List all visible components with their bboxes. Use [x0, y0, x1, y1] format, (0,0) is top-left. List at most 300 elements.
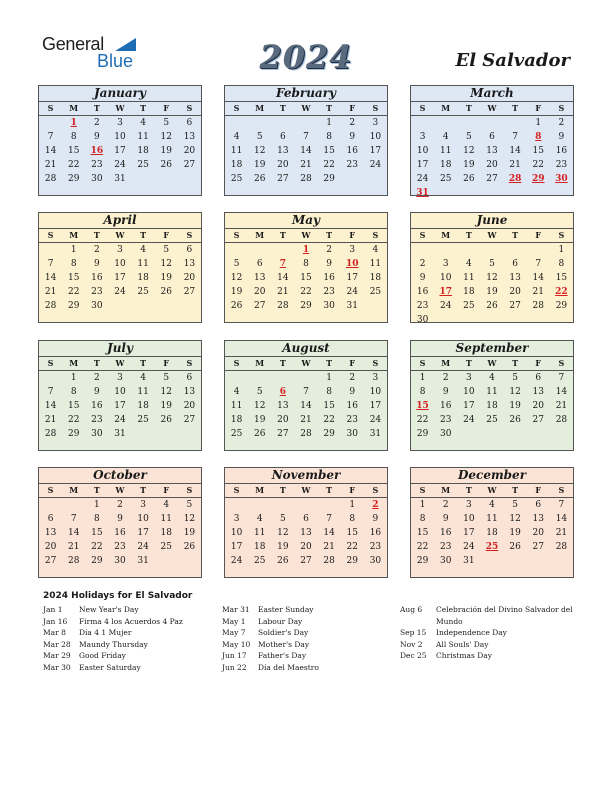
holiday-date: Mar 31: [222, 605, 250, 614]
day-cell: 10: [369, 387, 382, 397]
empty-day-cell: [504, 427, 527, 441]
weekday-label: W: [301, 358, 311, 368]
day-cell: 5: [256, 132, 263, 142]
month-title: September: [411, 341, 573, 357]
day-cell: 27: [44, 556, 57, 566]
day-cell: 24: [463, 542, 475, 552]
empty-day-cell: [225, 371, 248, 385]
day-cell: 3: [372, 118, 379, 128]
day-cell: 20: [277, 415, 289, 425]
logo-word-general: General: [42, 34, 104, 54]
day-cell: 11: [230, 146, 243, 156]
week-row: [225, 399, 387, 413]
holiday-day-cell: 6: [279, 387, 286, 397]
empty-day-cell: [504, 116, 527, 130]
month-title: November: [225, 468, 387, 484]
weekday-label: M: [255, 103, 265, 113]
day-cell: 12: [160, 259, 172, 269]
weekday-header: [225, 484, 387, 498]
week-row: [411, 186, 573, 200]
week-row: [225, 498, 387, 512]
holiday-name: Soldier's Day: [258, 628, 309, 637]
empty-day-cell: [155, 554, 178, 568]
day-cell: 16: [346, 401, 358, 411]
day-cell: 4: [140, 118, 146, 128]
day-cell: 13: [277, 401, 289, 411]
day-cell: 29: [555, 301, 568, 311]
day-cell: 7: [47, 387, 54, 397]
weekday-label: T: [465, 230, 472, 240]
empty-day-cell: [178, 427, 201, 441]
day-cell: 11: [369, 259, 382, 269]
holiday-day-cell: 15: [416, 401, 429, 411]
holiday-name: All Souls' Day: [436, 639, 489, 649]
day-cell: 16: [439, 401, 452, 411]
day-cell: 19: [183, 528, 196, 538]
day-cell: 15: [67, 146, 80, 156]
day-cell: 28: [323, 556, 335, 566]
day-cell: 2: [442, 373, 449, 383]
day-cell: 20: [183, 273, 196, 283]
day-cell: 4: [442, 132, 449, 142]
day-cell: 28: [67, 556, 80, 566]
day-cell: 16: [439, 528, 452, 538]
weekday-label: M: [441, 103, 451, 113]
weekday-label: W: [301, 230, 311, 240]
day-cell: 18: [137, 401, 149, 411]
day-cell: 27: [277, 429, 289, 439]
day-cell: 20: [486, 160, 498, 170]
day-cell: 11: [463, 273, 475, 283]
day-cell: 29: [323, 174, 335, 184]
day-cell: 21: [277, 287, 289, 297]
day-cell: 12: [509, 387, 521, 397]
day-cell: 12: [253, 401, 266, 411]
weekday-label: T: [465, 358, 472, 368]
weekday-label: M: [69, 230, 79, 240]
weekday-label: F: [163, 230, 170, 240]
weekday-label: W: [487, 103, 497, 113]
day-cell: 9: [558, 132, 565, 142]
weekday-label: S: [47, 358, 54, 368]
day-cell: 15: [67, 401, 80, 411]
empty-day-cell: [480, 243, 503, 257]
week-row: [411, 313, 573, 327]
week-row: [225, 371, 387, 385]
month-october: [38, 467, 202, 578]
week-row: [225, 554, 387, 568]
weekday-label: T: [326, 230, 333, 240]
day-cell: 15: [67, 273, 80, 283]
week-row: [39, 243, 201, 257]
month-title: June: [411, 213, 573, 229]
day-cell: 28: [44, 429, 57, 439]
weekday-label: S: [419, 103, 426, 113]
day-cell: 27: [183, 160, 196, 170]
day-cell: 11: [486, 387, 498, 397]
empty-day-cell: [527, 313, 550, 327]
day-cell: 31: [137, 556, 149, 566]
weekday-label: W: [115, 230, 125, 240]
weekday-label: T: [465, 103, 472, 113]
day-cell: 10: [137, 514, 149, 524]
holiday-name: Christmas Day: [436, 651, 492, 660]
day-cell: 6: [186, 118, 193, 128]
empty-day-cell: [132, 299, 155, 313]
day-cell: 4: [489, 500, 495, 510]
month-march: [410, 85, 574, 196]
holiday-day-cell: 17: [439, 287, 452, 297]
day-cell: 19: [486, 287, 498, 297]
day-cell: 4: [256, 514, 263, 524]
day-cell: 9: [93, 132, 100, 142]
day-cell: 28: [300, 429, 312, 439]
empty-day-cell: [155, 172, 178, 186]
weekday-label: S: [419, 358, 426, 368]
day-cell: 23: [323, 287, 335, 297]
holiday-name: Celebración del Divino Salvador del: [436, 605, 573, 614]
day-cell: 15: [532, 146, 544, 156]
week-row: [411, 371, 573, 385]
day-cell: 9: [349, 387, 356, 397]
day-cell: 2: [349, 373, 356, 383]
calendar-year: 2024: [259, 38, 353, 76]
day-cell: 10: [369, 132, 382, 142]
holiday-name: Día del Maestro: [258, 662, 319, 672]
day-cell: 21: [555, 528, 568, 538]
day-cell: 5: [233, 259, 240, 269]
weekday-label: S: [558, 103, 565, 113]
week-row: [411, 512, 573, 526]
weekday-label: W: [487, 230, 497, 240]
day-cell: 21: [44, 160, 57, 170]
weekday-label: W: [115, 358, 125, 368]
weekday-label: S: [558, 230, 565, 240]
weekday-label: S: [233, 485, 240, 495]
weekday-label: F: [349, 103, 356, 113]
day-cell: 20: [532, 528, 544, 538]
weekday-label: W: [301, 485, 311, 495]
week-row: [411, 257, 573, 271]
day-cell: 5: [163, 118, 170, 128]
month-july: [38, 340, 202, 451]
day-cell: 18: [486, 528, 498, 538]
day-cell: 16: [346, 146, 358, 156]
week-row: [411, 116, 573, 130]
day-cell: 25: [137, 415, 149, 425]
weekday-label: M: [69, 485, 79, 495]
day-cell: 22: [346, 542, 358, 552]
weekday-label: T: [465, 485, 472, 495]
weekday-label: S: [186, 358, 193, 368]
week-row: [39, 271, 201, 285]
day-cell: 13: [277, 146, 289, 156]
day-cell: 30: [369, 556, 382, 566]
empty-day-cell: [434, 243, 457, 257]
day-cell: 14: [44, 146, 57, 156]
holiday-date: May 10: [222, 639, 251, 649]
month-title: March: [411, 86, 573, 102]
day-cell: 13: [183, 132, 196, 142]
week-row: [225, 271, 387, 285]
day-cell: 6: [535, 373, 542, 383]
empty-day-cell: [248, 371, 271, 385]
holiday-day-cell: 10: [346, 259, 359, 269]
holiday-name: Good Friday: [79, 651, 126, 660]
day-cell: 8: [93, 514, 100, 524]
week-row: [411, 299, 573, 313]
week-row: [39, 371, 201, 385]
day-cell: 3: [372, 373, 379, 383]
day-cell: 28: [555, 542, 568, 552]
week-row: [39, 526, 201, 540]
empty-day-cell: [480, 554, 503, 568]
day-cell: 2: [326, 245, 332, 255]
empty-day-cell: [178, 172, 201, 186]
day-cell: 24: [369, 160, 382, 170]
empty-day-cell: [178, 299, 201, 313]
day-cell: 3: [117, 245, 123, 255]
day-cell: 29: [91, 556, 103, 566]
weekday-label: M: [441, 485, 451, 495]
day-cell: 1: [93, 500, 100, 510]
weekday-label: T: [512, 230, 519, 240]
holiday-day-cell: 29: [532, 174, 545, 184]
weekday-header: [411, 357, 573, 371]
day-cell: 24: [230, 556, 243, 566]
day-cell: 25: [486, 415, 498, 425]
day-cell: 30: [323, 301, 335, 311]
day-cell: 22: [67, 287, 80, 297]
day-cell: 15: [300, 273, 312, 283]
holiday-date: Nov 2: [400, 639, 423, 649]
day-cell: 1: [558, 245, 565, 255]
day-cell: 18: [439, 160, 452, 170]
day-cell: 8: [558, 259, 565, 269]
day-cell: 14: [277, 273, 289, 283]
day-cell: 25: [369, 287, 382, 297]
weekday-label: F: [163, 485, 170, 495]
month-title: July: [39, 341, 201, 357]
week-row: [411, 285, 573, 299]
week-row: [225, 172, 387, 186]
day-cell: 4: [372, 245, 379, 255]
weekday-label: M: [69, 103, 79, 113]
day-cell: 15: [416, 528, 429, 538]
empty-day-cell: [248, 498, 271, 512]
day-cell: 18: [253, 542, 266, 552]
empty-day-cell: [527, 554, 550, 568]
empty-day-cell: [457, 313, 480, 327]
logo-word-blue: Blue: [97, 51, 134, 71]
day-cell: 8: [70, 259, 77, 269]
empty-day-cell: [271, 116, 294, 130]
weekday-header: [225, 229, 387, 243]
day-cell: 19: [509, 528, 521, 538]
day-cell: 17: [114, 273, 126, 283]
day-cell: 29: [67, 301, 80, 311]
holiday-name: Independence Day: [436, 628, 507, 637]
weekday-label: S: [47, 103, 54, 113]
day-cell: 27: [300, 556, 312, 566]
weekday-label: S: [558, 358, 565, 368]
week-row: [411, 554, 573, 568]
week-row: [225, 540, 387, 554]
day-cell: 16: [323, 273, 335, 283]
day-cell: 3: [465, 373, 472, 383]
day-cell: 21: [44, 287, 57, 297]
country-name: El Salvador: [455, 50, 570, 71]
day-cell: 7: [303, 387, 309, 397]
weekday-label: F: [535, 358, 542, 368]
day-cell: 1: [419, 500, 426, 510]
day-cell: 29: [416, 429, 429, 439]
day-cell: 13: [183, 387, 196, 397]
week-row: [411, 130, 573, 144]
day-cell: 16: [91, 401, 103, 411]
day-cell: 23: [91, 160, 103, 170]
holiday-name: Mother's Day: [258, 639, 310, 649]
day-cell: 24: [114, 415, 126, 425]
day-cell: 22: [416, 415, 429, 425]
day-cell: 18: [137, 146, 149, 156]
empty-day-cell: [294, 371, 317, 385]
day-cell: 10: [114, 259, 126, 269]
day-cell: 25: [439, 174, 452, 184]
day-cell: 18: [160, 528, 172, 538]
day-cell: 26: [160, 415, 172, 425]
day-cell: 12: [509, 514, 521, 524]
week-row: [39, 172, 201, 186]
day-cell: 4: [140, 373, 146, 383]
day-cell: 26: [230, 301, 243, 311]
weekday-label: M: [255, 358, 265, 368]
weekday-label: W: [115, 103, 125, 113]
day-cell: 22: [67, 415, 80, 425]
weekday-label: S: [558, 485, 565, 495]
weekday-label: T: [93, 358, 100, 368]
day-cell: 23: [346, 415, 358, 425]
day-cell: 11: [230, 401, 243, 411]
day-cell: 25: [230, 429, 243, 439]
day-cell: 9: [442, 514, 449, 524]
holiday-day-cell: 22: [555, 287, 568, 297]
day-cell: 14: [44, 401, 57, 411]
day-cell: 27: [486, 174, 498, 184]
holiday-date: Aug 6: [400, 605, 423, 614]
day-cell: 29: [346, 556, 358, 566]
day-cell: 12: [230, 273, 243, 283]
day-cell: 6: [47, 514, 54, 524]
day-cell: 3: [117, 118, 123, 128]
empty-day-cell: [480, 427, 503, 441]
day-cell: 14: [555, 387, 568, 397]
day-cell: 27: [253, 301, 266, 311]
weekday-label: T: [140, 358, 147, 368]
week-row: [39, 512, 201, 526]
day-cell: 18: [137, 273, 149, 283]
day-cell: 12: [253, 146, 266, 156]
day-cell: 5: [512, 373, 518, 383]
weekday-label: S: [186, 485, 193, 495]
day-cell: 14: [323, 528, 335, 538]
empty-day-cell: [155, 427, 178, 441]
day-cell: 11: [137, 387, 149, 397]
day-cell: 19: [253, 415, 266, 425]
empty-day-cell: [294, 116, 317, 130]
day-cell: 2: [117, 500, 123, 510]
weekday-label: T: [140, 103, 147, 113]
holiday-date: Jun 17: [222, 651, 247, 660]
day-cell: 19: [230, 287, 243, 297]
week-row: [411, 144, 573, 158]
day-cell: 17: [463, 401, 475, 411]
day-cell: 1: [326, 118, 332, 128]
day-cell: 17: [137, 528, 149, 538]
day-cell: 7: [47, 259, 54, 269]
day-cell: 3: [349, 245, 356, 255]
month-december: [410, 467, 574, 578]
day-cell: 8: [303, 259, 309, 269]
empty-day-cell: [527, 186, 550, 200]
empty-day-cell: [341, 172, 364, 186]
empty-day-cell: [271, 498, 294, 512]
day-cell: 24: [114, 287, 126, 297]
week-row: [39, 158, 201, 172]
day-cell: 22: [323, 415, 335, 425]
day-cell: 1: [419, 373, 426, 383]
holiday-date: Jan 16: [43, 616, 68, 626]
day-cell: 20: [300, 542, 312, 552]
weekday-label: T: [512, 485, 519, 495]
day-cell: 5: [512, 500, 518, 510]
weekday-label: F: [535, 230, 542, 240]
weekday-header: [39, 229, 201, 243]
week-row: [39, 498, 201, 512]
month-november: [224, 467, 388, 578]
day-cell: 22: [532, 160, 544, 170]
day-cell: 1: [70, 245, 77, 255]
weekday-label: S: [372, 230, 379, 240]
weekday-label: T: [279, 358, 286, 368]
day-cell: 22: [416, 542, 429, 552]
holiday-name: Easter Sunday: [258, 605, 314, 614]
day-cell: 12: [160, 132, 172, 142]
week-row: [225, 427, 387, 441]
weekday-label: S: [372, 358, 379, 368]
empty-day-cell: [504, 313, 527, 327]
day-cell: 3: [442, 259, 449, 269]
day-cell: 8: [326, 387, 332, 397]
day-cell: 2: [349, 118, 356, 128]
weekday-label: F: [349, 485, 356, 495]
day-cell: 28: [555, 415, 568, 425]
day-cell: 27: [183, 287, 196, 297]
day-cell: 7: [558, 500, 565, 510]
day-cell: 13: [44, 528, 57, 538]
day-cell: 2: [419, 259, 426, 269]
day-cell: 1: [535, 118, 542, 128]
empty-day-cell: [248, 116, 271, 130]
day-cell: 11: [137, 132, 149, 142]
day-cell: 23: [114, 542, 126, 552]
day-cell: 31: [114, 429, 126, 439]
holiday-name: Mundo: [436, 616, 463, 626]
empty-day-cell: [480, 313, 503, 327]
weekday-label: F: [163, 358, 170, 368]
day-cell: 17: [369, 401, 382, 411]
day-cell: 9: [372, 514, 379, 524]
